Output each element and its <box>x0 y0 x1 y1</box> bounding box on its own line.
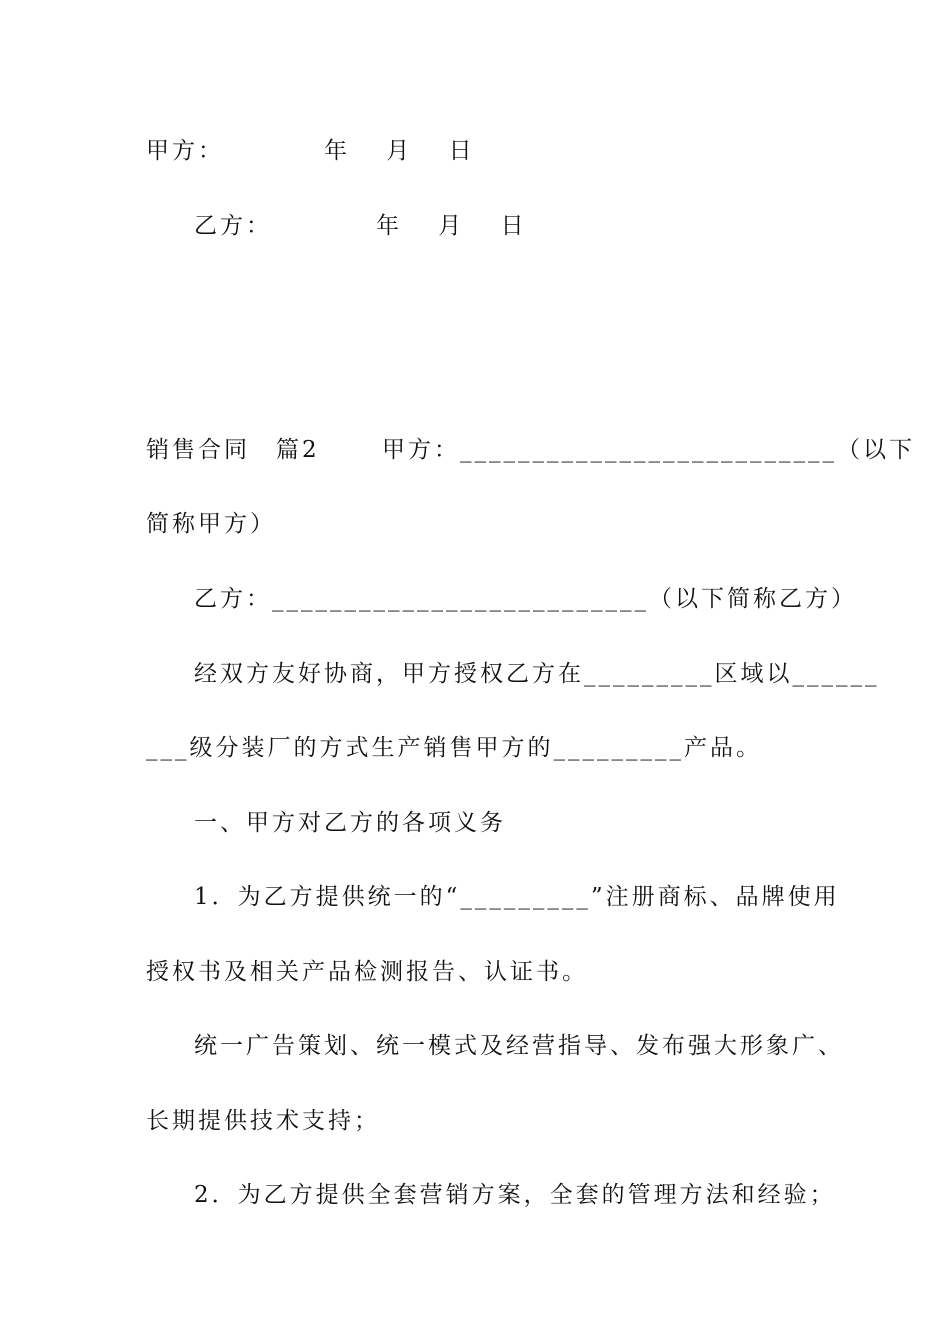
obligation-item-1: 1．为乙方提供统一的“_________”注册商标、品牌使用 <box>194 884 840 910</box>
party-a-date: 年 月 日 <box>324 138 475 164</box>
party-b-label: 乙方： <box>194 213 272 239</box>
support-paragraph-continued: 长期提供技术支持； <box>146 1108 380 1134</box>
party-b-date: 年 月 日 <box>376 213 527 239</box>
obligation-item-2: 2．为乙方提供全套营销方案，全套的管理方法和经验； <box>194 1182 836 1208</box>
authorization-paragraph: 经双方友好协商，甲方授权乙方在_________区域以______ <box>194 661 880 687</box>
party-a-signature-line <box>146 136 475 166</box>
authorization-paragraph-continued: ___级分装厂的方式生产销售甲方的_________产品。 <box>146 735 762 761</box>
party-a-label: 甲方： <box>146 138 224 164</box>
party-b-signature-line <box>194 211 527 241</box>
section-heading-obligations: 一、甲方对乙方的各项义务 <box>194 810 506 836</box>
contract-heading-line: 销售合同 篇2 甲方：__________________________（以下 <box>146 437 915 463</box>
obligation-item-1-continued: 授权书及相关产品检测报告、认证书。 <box>146 959 588 985</box>
contract-heading-continued: 简称甲方） <box>146 511 276 537</box>
party-b-line: 乙方：__________________________（以下简称乙方） <box>194 586 857 612</box>
support-paragraph: 统一广告策划、统一模式及经营指导、发布强大形象广、 <box>194 1033 844 1059</box>
